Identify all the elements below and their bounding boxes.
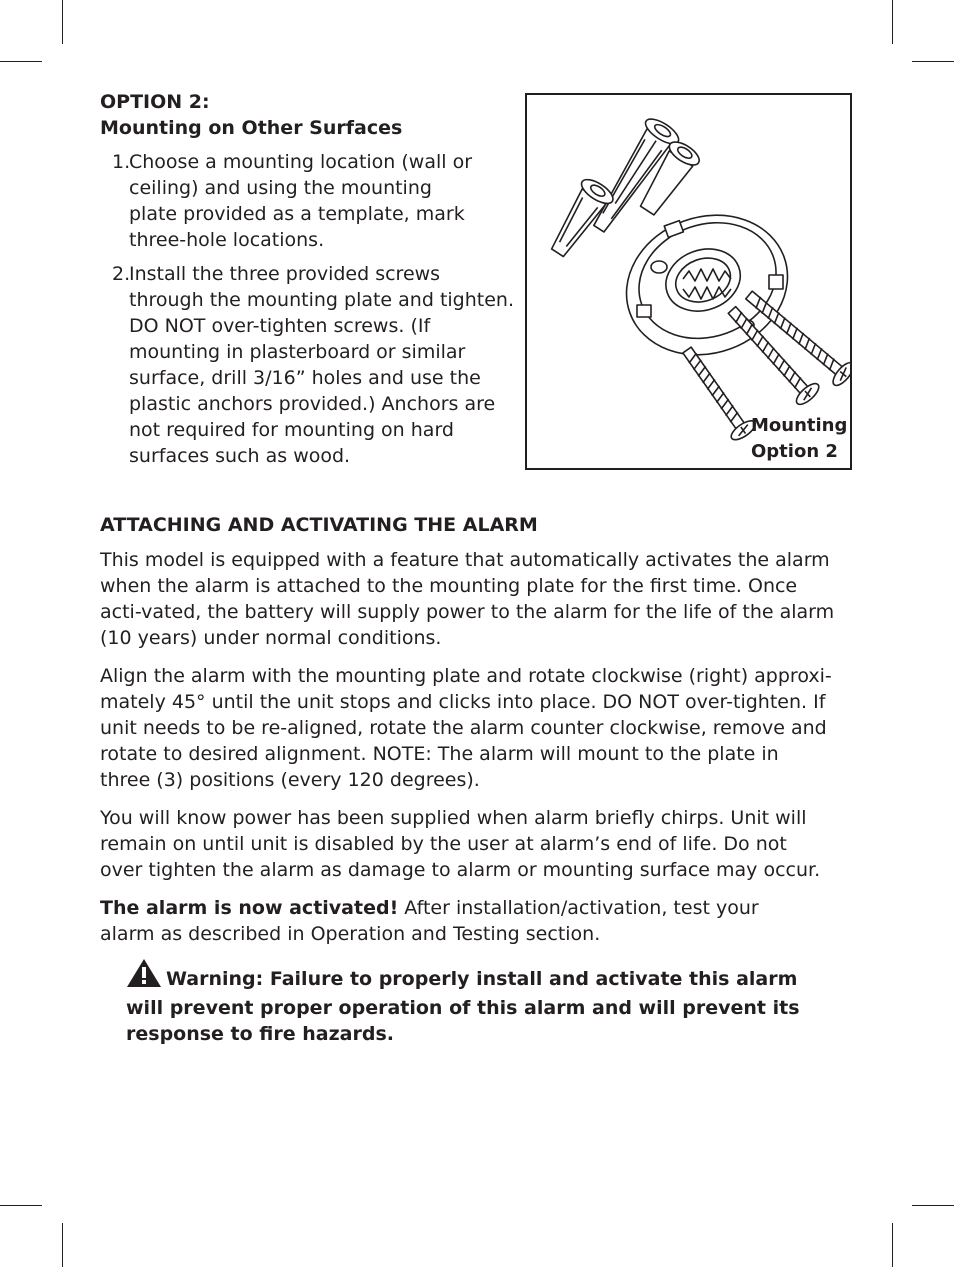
- attaching-heading: ATTACHING AND ACTIVATING THE ALARM: [100, 514, 538, 536]
- crop-mark-right-bottom: [912, 1205, 954, 1206]
- option2-heading-line1: OPTION 2:: [100, 91, 210, 113]
- option2-heading: [100, 89, 402, 141]
- attaching-body: [100, 547, 835, 959]
- mounting-plate: [607, 193, 808, 377]
- warning-block: [126, 958, 806, 1047]
- paragraph-activated: [100, 895, 800, 947]
- screw-2: [676, 342, 759, 443]
- step-text: Choose a mounting location (wall or ceiling) and using the mounting plate provided as a template, mark three-hole locations.: [129, 151, 473, 251]
- activated-bold-text: The alarm is now activated!: [100, 897, 399, 919]
- step-text: Install the three provided screws through the mounting plate and tighten. DO NOT over-tighten screws. (If mounting in plasterboard or similar surface, drill 3/16” holes and use the plastic anchors provided.) Anchors are not required for mounting on hard surfaces such as wood.: [129, 263, 515, 467]
- mounting-figure: [525, 93, 852, 470]
- crop-mark-left-bottom: [0, 1205, 42, 1206]
- warning-text: Warning: Failure to properly install and activate this alarm will prevent proper operation of this alarm and will prevent its response to fire hazards.: [126, 968, 800, 1045]
- step-number: 2.: [112, 263, 131, 285]
- figure-caption-line1: Mounting: [751, 415, 848, 436]
- figure-caption: [751, 413, 847, 465]
- option2-heading-line2: Mounting on Other Surfaces: [100, 117, 403, 139]
- crop-mark-right-top: [912, 61, 954, 62]
- paragraph-power: You will know power has been supplied when alarm briefly chirps. Unit will remain on until unit is disabled by the user at alarm’s end of life. Do not over tighten the alarm as damage to alarm or mounting surface may occur.: [100, 807, 821, 881]
- crop-mark-top-left: [62, 0, 63, 44]
- crop-mark-bottom-right: [892, 1223, 893, 1267]
- figure-caption-line2: Option 2: [751, 441, 838, 462]
- crop-mark-bottom-left: [62, 1223, 63, 1267]
- paragraph-activation: This model is equipped with a feature that automatically activates the alarm when the alarm is attached to the mounting plate for the first time. Once acti-vated, the battery will supply power to the alarm for the life of the alarm (10 years) under normal conditions.: [100, 549, 835, 649]
- step-2: [112, 261, 522, 469]
- paragraph-align: Align the alarm with the mounting plate and rotate clockwise (right) approxi-mately 45° until the unit stops and clicks into place. DO NOT over-tighten. If unit needs to be re-aligned, rotate the alarm counter clockwise, remove and rotate to desired alignment. NOTE: The alarm will mount to the plate in three (3) positions (every 120 degrees).: [100, 665, 832, 791]
- warning-triangle-icon: [126, 958, 162, 995]
- step-1: [112, 149, 522, 253]
- step-number: 1.: [112, 151, 131, 173]
- option2-steps: [112, 149, 522, 477]
- crop-mark-left-top: [0, 61, 42, 62]
- crop-mark-top-right: [892, 0, 893, 44]
- activated-rest-text: After installation/activation, test your alarm as described in Operation and Testing section.: [100, 897, 759, 945]
